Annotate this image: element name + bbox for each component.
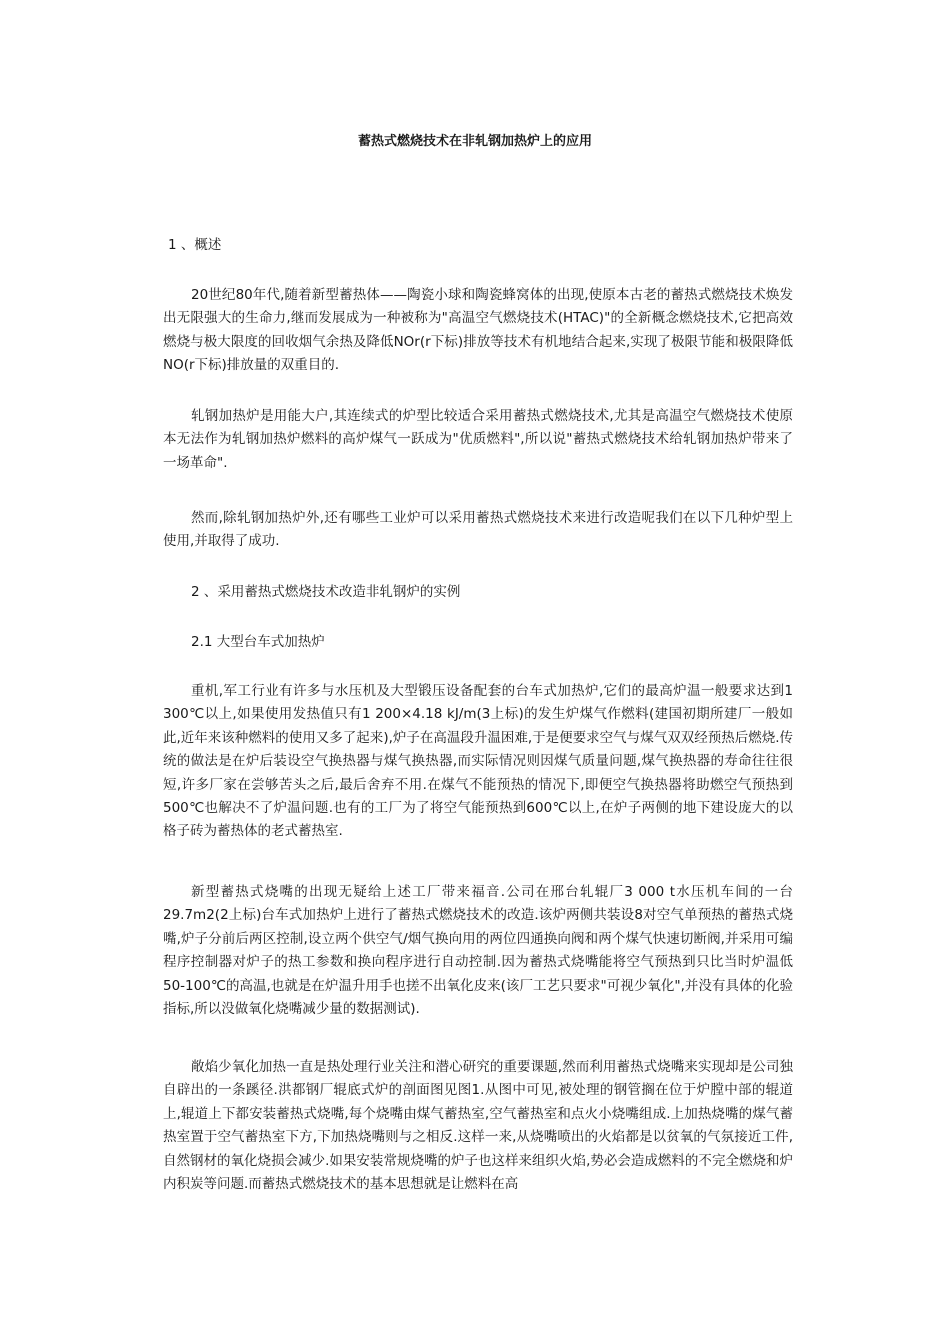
document-title: 蓄热式燃烧技术在非轧钢加热炉上的应用 [357,134,592,149]
section-heading-examples: 2 、采用蓄热式燃烧技术改造非轧钢炉的实例 [191,584,461,600]
subsection-heading-car-furnace: 2.1 大型台车式加热炉 [191,634,325,650]
section-heading-overview: 1 、概述 [168,237,222,253]
paragraph-heavy-machinery: 重机,军工行业有许多与水压机及大型锻压设备配套的台车式加热炉,它们的最高炉温一般要求达到1 300℃以上,如果使用发热值只有1 200×4.18 kJ/m(3上标)的发生炉煤气作燃料(建国初期所建厂一般如此,近年来该种燃料的使用又多了起来),炉子在高温段升温困难,于是便要求空气与煤气双双经预热后燃烧.传统的做法是在炉后装设空气换热器与煤气换热器,而实际情况则因煤气质量问题,煤气换热器的寿命往往很短,许多厂家在尝够苦头之后,最后舍弃不用.在煤气不能预热的情况下,即便空气换热器将助燃空气预热到500℃也解决不了炉温问题.也有的工厂为了将空气能预热到600℃以上,在炉子两侧的地下建设庞大的以格子砖为蓄热体的老式蓄热室. [163,683,793,840]
paragraph-htac-intro: 20世纪80年代,随着新型蓄热体——陶瓷小球和陶瓷蜂窝体的出现,使原本古老的蓄热式燃烧技术焕发出无限强大的生命力,继而发展成为一种被称为"高温空气燃烧技术(HTAC)"的全新概念燃烧技术,它把高效燃烧与极大限度的回收烟气余热及降低NOr(r下标)排放等技术有机地结合起来,实现了极限节能和极限降低NO(r下标)排放量的双重目的. [163,287,793,374]
paragraph-other-furnaces: 然而,除轧钢加热炉外,还有哪些工业炉可以采用蓄热式燃烧技术来进行改造呢我们在以下几种炉型上使用,并取得了成功. [163,510,793,550]
paragraph-open-flame: 敞焰少氧化加热一直是热处理行业关注和潜心研究的重要课题,然而利用蓄热式烧嘴来实现却是公司独自辟出的一条蹊径.洪都钢厂辊底式炉的剖面图见图1.从图中可见,被处理的钢管搁在位于炉膛中部的辊道上,辊道上下都安装蓄热式烧嘴,每个烧嘴由煤气蓄热室,空气蓄热室和点火小烧嘴组成.上加热烧嘴的煤气蓄热室置于空气蓄热室下方,下加热烧嘴则与之相反.这样一来,从烧嘴喷出的火焰都是以贫氧的气氛接近工件,自然钢材的氧化烧损会减少.如果安装常规烧嘴的炉子也这样来组织火焰,势必会造成燃料的不完全燃烧和炉内积炭等问题.而蓄热式燃烧技术的基本思想就是让燃料在高 [163,1059,793,1193]
paragraph-new-burner: 新型蓄热式烧嘴的出现无疑给上述工厂带来福音.公司在邢台轧辊厂3 000 t水压机车间的一台29.7m2(2上标)台车式加热炉上进行了蓄热式燃烧技术的改造.该炉两侧共装设8对空气单预热的蓄热式烧嘴,炉子分前后两区控制,设立两个供空气/烟气换向用的两位四通换向阀和两个煤气快速切断阀,并采用可编程序控制器对炉子的热工参数和换向程序进行自动控制.因为蓄热式烧嘴能将空气预热到只比当时炉温低50-100℃的高温,也就是在炉温升用手也搓不出氧化皮来(该厂工艺只要求"可视少氧化",并没有具体的化验指标,所以没做氧化烧嘴减少量的数据测试). [163,884,793,1018]
paragraph-rolling-furnace: 轧钢加热炉是用能大户,其连续式的炉型比较适合采用蓄热式燃烧技术,尤其是高温空气燃烧技术使原本无法作为轧钢加热炉燃料的高炉煤气一跃成为"优质燃料",所以说"蓄热式燃烧技术给轧钢加热炉带来了一场革命". [163,408,793,471]
